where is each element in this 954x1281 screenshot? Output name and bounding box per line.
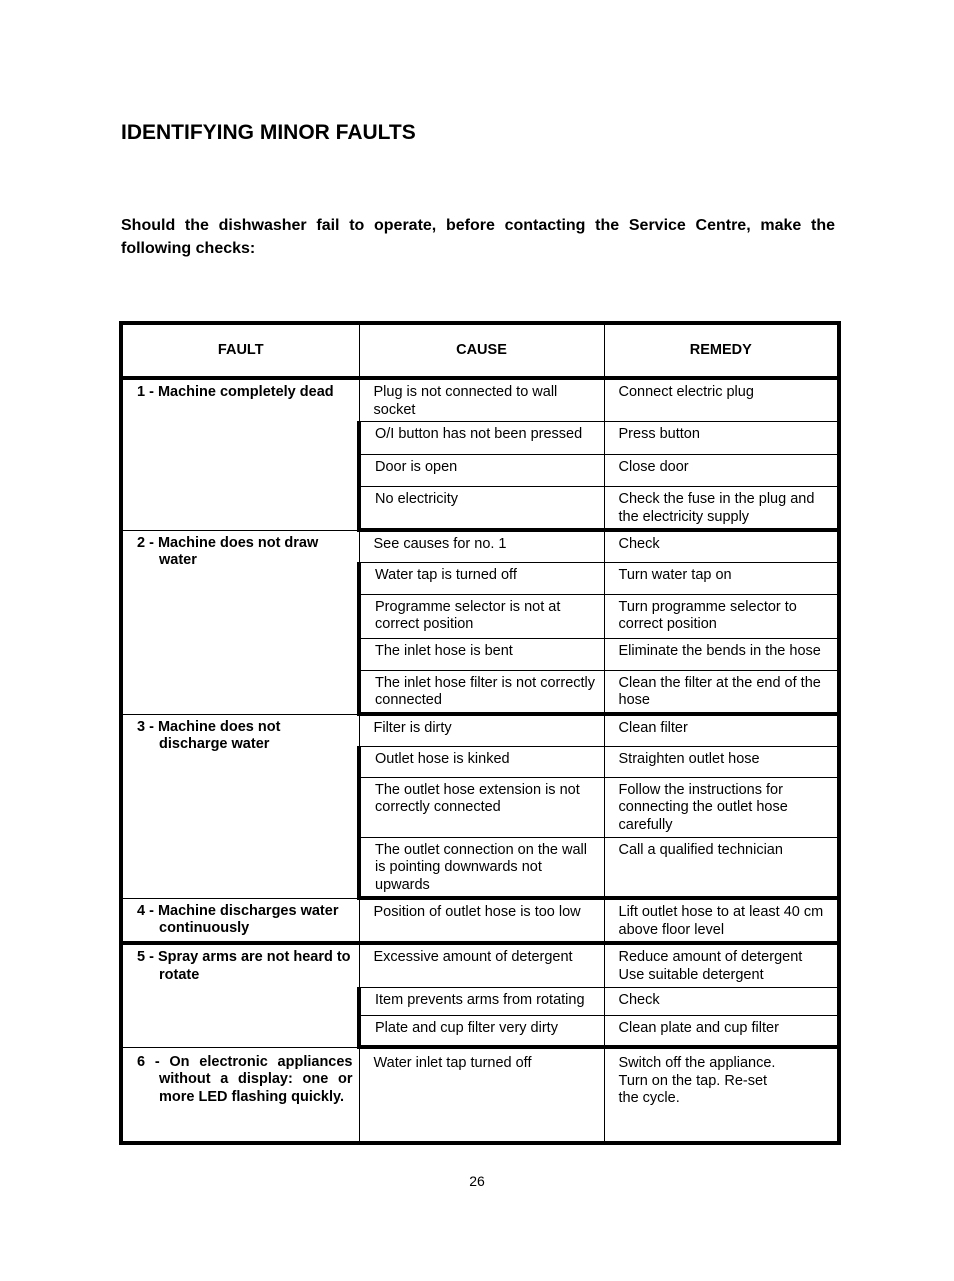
cause-cell: Water inlet tap turned off [359,1047,604,1143]
remedy-cell: Clean filter [604,714,839,746]
table-header-row [121,323,839,378]
fault-header: FAULT [121,323,359,378]
cause-cell: The inlet hose filter is not correctly connected [359,670,604,714]
remedy-cell: Check the fuse in the plug and the electricity supply [604,487,839,531]
table-row [121,530,839,562]
fault-cell: 1 - Machine completely dead [121,378,359,530]
fault-cell: 6 - On electronic appliances without a display: one or more LED flashing quickly. [121,1047,359,1143]
remedy-cell: Connect electric plug [604,378,839,422]
cause-cell: No electricity [359,487,604,531]
cause-cell: The outlet hose extension is not correctly connected [359,777,604,837]
remedy-cell: Turn programme selector to correct position [604,594,839,638]
cause-cell: O/I button has not been pressed [359,422,604,455]
remedy-cell: Check [604,530,839,562]
remedy-header: REMEDY [604,323,839,378]
remedy-cell: Follow the instructions for connecting the outlet hose carefully [604,777,839,837]
page-title: IDENTIFYING MINOR FAULTS [121,121,416,144]
table-row [121,378,839,422]
cause-cell: Item prevents arms from rotating [359,987,604,1015]
table-row [121,714,839,746]
table-row [121,898,839,943]
remedy-cell: Clean the filter at the end of the hose [604,670,839,714]
cause-cell: Water tap is turned off [359,562,604,594]
remedy-cell: Lift outlet hose to at least 40 cm above floor level [604,898,839,943]
cause-cell: Position of outlet hose is too low [359,898,604,943]
cause-cell: Door is open [359,455,604,487]
fault-cell: 2 - Machine does not draw water [121,530,359,714]
cause-cell: Plate and cup filter very dirty [359,1015,604,1047]
cause-cell: Filter is dirty [359,714,604,746]
fault-cell: 4 - Machine discharges water continuously [121,898,359,943]
intro-paragraph: Should the dishwasher fail to operate, before contacting the Service Centre, make the following checks: [121,217,835,257]
cause-header: CAUSE [359,323,604,378]
remedy-cell: Press button [604,422,839,455]
cause-cell: Plug is not connected to wall socket [359,378,604,422]
fault-cell: 5 - Spray arms are not heard to rotate [121,943,359,1047]
remedy-cell: Clean plate and cup filter [604,1015,839,1047]
fault-cell: 3 - Machine does not discharge water [121,714,359,898]
cause-cell: Outlet hose is kinked [359,746,604,777]
remedy-cell: Switch off the appliance. Turn on the tap. Re-set the cycle. [604,1047,839,1143]
remedy-cell: Reduce amount of detergent Use suitable detergent [604,943,839,987]
cause-cell: Excessive amount of detergent [359,943,604,987]
remedy-cell: Straighten outlet hose [604,746,839,777]
fault-table-body [121,378,839,1143]
table-row [121,1047,839,1143]
remedy-cell: Check [604,987,839,1015]
cause-cell: See causes for no. 1 [359,530,604,562]
remedy-cell: Turn water tap on [604,562,839,594]
cause-cell: The outlet connection on the wall is pointing downwards not upwards [359,837,604,898]
page-number: 26 [469,1173,485,1189]
remedy-cell: Close door [604,455,839,487]
table-row [121,943,839,987]
fault-table [119,321,841,1145]
remedy-cell: Eliminate the bends in the hose [604,638,839,670]
cause-cell: Programme selector is not at correct position [359,594,604,638]
remedy-cell: Call a qualified technician [604,837,839,898]
cause-cell: The inlet hose is bent [359,638,604,670]
